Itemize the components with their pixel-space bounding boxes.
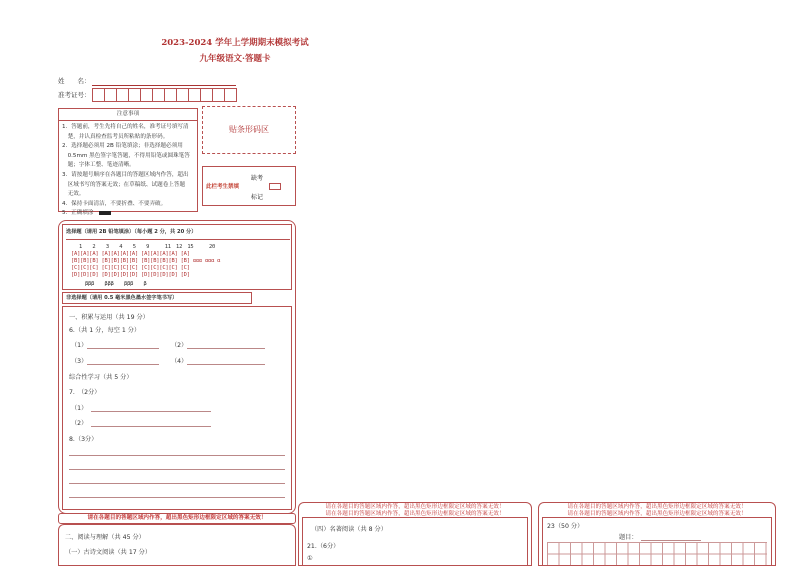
q8-line[interactable] xyxy=(69,483,285,484)
notice-line: 2．选择题必须用 2B 铅笔填涂；非选择题必须用 xyxy=(62,143,183,150)
q7a-line[interactable] xyxy=(91,411,211,412)
q7b-label: （2） xyxy=(71,420,88,427)
id-label: 准考证号： xyxy=(58,91,91,99)
name-label: 姓 名： xyxy=(58,77,91,85)
q6-blank-2[interactable] xyxy=(187,348,265,349)
q6-label: 6.（共 1 分，每空 1 分） xyxy=(69,327,141,334)
left-warning-text: 请在各题目的答题区域内作答，超出黑色矩形边框限定区域的答案无效！ xyxy=(87,515,267,521)
absent-box xyxy=(202,166,296,206)
q6-blank-4-label: （4） xyxy=(171,358,188,365)
q7-label: 7. （2分） xyxy=(69,389,101,396)
q8-line[interactable] xyxy=(69,469,285,470)
q7a-label: （1） xyxy=(71,405,88,412)
exam-title: 2023-2024 学年上学期期末模拟考试 xyxy=(161,38,309,48)
notice-line: 4．保持卡面清洁，不要折叠、不要弄破。 xyxy=(62,200,167,207)
q6-blank-2-label: （2） xyxy=(171,342,188,349)
section2-box xyxy=(58,524,296,566)
choice-numbers: 1 2 3 4 5 9 11 12 15 20 xyxy=(79,244,216,250)
section4-box xyxy=(302,517,528,565)
essay-topic-label: 题目： xyxy=(619,534,638,541)
q6-blank-3-label: （3） xyxy=(71,358,88,365)
name-field[interactable] xyxy=(92,76,236,86)
left-warning-banner xyxy=(58,513,296,524)
q6-blank-1[interactable] xyxy=(87,348,159,349)
q6-blank-3[interactable] xyxy=(87,364,159,365)
notice-line: 1．答题前，考生先将自己的姓名，准考证号填写清 xyxy=(62,124,189,130)
right-warning-2: 请在各题目的答题区域内作答，超出黑色矩形边框限定区域的答案无效！ xyxy=(567,511,747,517)
choice-title: 选择题（请用 2B 铅笔填涂）（每小题 2 分，共 20 分） xyxy=(66,229,197,235)
q21-mark: ① xyxy=(307,555,313,562)
q23-label: 23（50 分） xyxy=(547,523,584,530)
notice-line: 3．请按题号顺序在各题目的答题区域内作答，超出 xyxy=(62,171,189,178)
notice-line: 5．正确填涂 xyxy=(62,210,94,217)
choice-row-d[interactable]: [D][D][D] [D][D][D][D] [D][D][D][D] [D] xyxy=(71,272,190,278)
id-digit-boxes[interactable] xyxy=(92,88,240,102)
choice-row-b[interactable]: [B][B][B] [B][B][B][B] [B][B][B][B] [B] ααα ααα α xyxy=(71,258,221,264)
middle-warning-2: 请在各题目的答题区域内作答，超出黑色矩形边框限定区域的答案无效！ xyxy=(325,511,505,517)
notice-box xyxy=(58,108,198,217)
barcode-area xyxy=(202,106,296,154)
absent-mark-1: 缺考 xyxy=(251,175,264,182)
right-warning-1: 请在各题目的答题区域内作答，超出黑色矩形边框限定区域的答案无效！ xyxy=(567,504,747,510)
q6-blank-4[interactable] xyxy=(187,364,265,365)
q7b-line[interactable] xyxy=(91,426,211,427)
notice-title: 注意事项 xyxy=(59,109,197,121)
comprehensive-label: 综合性学习（共 5 分） xyxy=(69,374,133,381)
notice-line: 题；字体工整、笔迹清晰。 xyxy=(62,162,135,169)
section4-title: （四）名著阅读（共 8 分） xyxy=(311,526,387,533)
notice-line: 无效。 xyxy=(62,191,85,198)
middle-warning-1: 请在各题目的答题区域内作答，超出黑色矩形边框限定区域的答案无效！ xyxy=(325,504,505,510)
essay-box xyxy=(542,517,772,565)
section1-box xyxy=(62,306,292,510)
barcode-label: 贴条形码区 xyxy=(229,125,269,134)
exam-subtitle: 九年级语文·答题卡 xyxy=(199,54,271,64)
q8-label: 8.（3分） xyxy=(69,436,98,443)
q8-line[interactable] xyxy=(69,497,285,498)
q21-label: 21.（6分） xyxy=(307,543,340,550)
nonchoice-bar xyxy=(62,292,252,304)
notice-line: 0.5mm 黑色签字笔答题，不得用铅笔或圆珠笔答 xyxy=(62,152,190,159)
notice-line: 区域书写的答案无效；在草稿纸、试题卷上答题 xyxy=(62,181,186,188)
essay-topic-line[interactable] xyxy=(641,540,701,541)
choice-section xyxy=(62,224,292,290)
notice-line: 楚，并认真检查监考员所粘贴的条形码。 xyxy=(62,133,169,140)
section1-title: 一、积累与运用（共 19 分） xyxy=(69,314,149,321)
absent-checkbox[interactable] xyxy=(269,183,281,190)
filled-sample-icon xyxy=(99,211,111,215)
absent-label: 此栏考生禁填 xyxy=(206,184,240,190)
absent-mark-2: 标记 xyxy=(251,194,264,201)
choice-tail: βββ βββ βββ β xyxy=(85,281,147,287)
choice-row-a[interactable]: [A][A][A] [A][A][A][A] [A][A][A][A] [A] xyxy=(71,251,190,257)
nonchoice-title: 非选择题（请用 0.5 毫米黑色墨水签字笔书写） xyxy=(66,295,178,301)
q6-blank-1-label: （1） xyxy=(71,342,88,349)
section2-title: 二、阅读与理解（共 45 分） xyxy=(65,534,145,541)
choice-row-c[interactable]: [C][C][C] [C][C][C][C] [C][C][C][C] [C] xyxy=(71,265,190,271)
section2-sub: （一）古诗文阅读（共 17 分） xyxy=(65,549,152,556)
q8-line[interactable] xyxy=(69,455,285,456)
